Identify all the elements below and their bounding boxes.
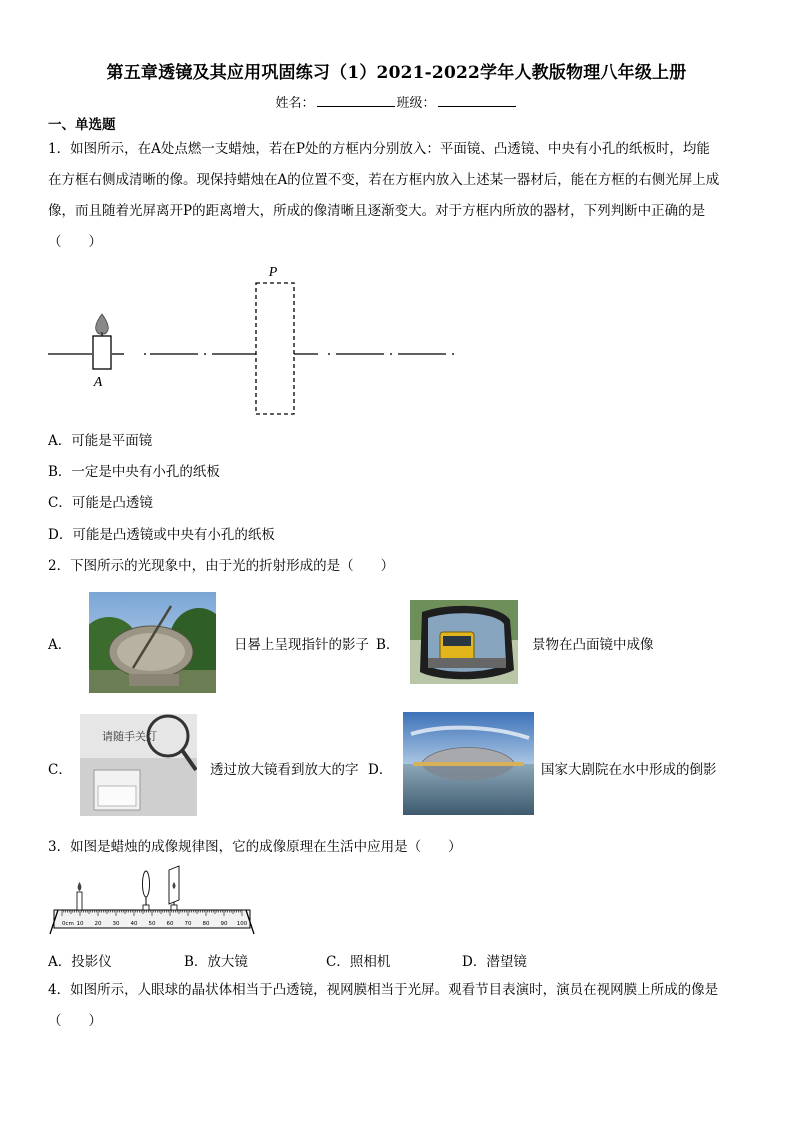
- magnifier-image: [80, 714, 197, 816]
- name-label: 姓名：: [275, 96, 315, 111]
- label-a: A: [93, 375, 103, 390]
- q4-stem: [48, 975, 748, 1037]
- q1-optics-diagram: [44, 258, 464, 420]
- q1-line-2: 在方框右侧成清晰的像。现保持蜡烛在A的位置不变，若在方框内放入上述某一器材后，能在方框的右侧光屏上成: [48, 172, 720, 188]
- q1-option-c[interactable]: C．可能是凸透镜: [48, 495, 153, 511]
- ruler-tick-label: 90: [220, 921, 228, 927]
- q2-option-a-letter[interactable]: A．: [48, 637, 72, 653]
- q2-option-a-text[interactable]: 日晷上呈现指针的影子: [234, 637, 369, 653]
- name-blank[interactable]: [317, 94, 395, 107]
- q3-option-a[interactable]: A．投影仪: [48, 954, 112, 970]
- q1-option-a[interactable]: A．可能是平面镜: [48, 433, 153, 449]
- page-title: 第五章透镜及其应用巩固练习（1）2021-2022学年人教版物理八年级上册: [106, 63, 687, 83]
- q3-stem: 3．如图是蜡烛的成像规律图，它的成像原理在生活中应用是（ ）: [48, 839, 462, 855]
- q3-option-c[interactable]: C．照相机: [326, 954, 391, 970]
- sundial-image: [89, 592, 216, 693]
- q3-option-b[interactable]: B．放大镜: [184, 954, 248, 970]
- student-info: [0, 92, 793, 111]
- q1-option-d[interactable]: D．可能是凸透镜或中央有小孔的纸板: [48, 527, 275, 543]
- q1-line-4: （ ）: [48, 234, 102, 250]
- q2-option-b-letter[interactable]: B．: [376, 637, 400, 653]
- q1-line-3: 像，而且随着光屏离开P的距离增大，所成的像清晰且逐渐变大。对于方框内所放的器材，下列判断中正确的是: [48, 203, 706, 219]
- optical-bench-diagram: [48, 862, 258, 938]
- ruler-tick-label: 80: [202, 921, 210, 927]
- q1-stem: [48, 134, 748, 258]
- class-label: 班级：: [396, 96, 436, 111]
- q1-option-b[interactable]: B．一定是中央有小孔的纸板: [48, 464, 220, 480]
- ruler-tick-label: 70: [184, 921, 192, 927]
- ruler-tick-label: 40: [130, 921, 138, 927]
- ruler-tick-label: 100: [236, 921, 248, 927]
- q1-figure: [44, 258, 464, 420]
- q3-figure: [48, 862, 258, 938]
- q4-line-2: （ ）: [48, 1013, 102, 1029]
- ruler-tick-label: 50: [148, 921, 156, 927]
- q4-line-1: 4．如图所示，人眼球的晶状体相当于凸透镜，视网膜相当于光屏。观看节目表演时，演员在视网膜上所成的像是: [48, 982, 719, 998]
- lens-icon: [143, 871, 150, 910]
- screen-icon: [169, 866, 179, 910]
- ruler-tick-label: 10: [76, 921, 84, 927]
- q2-option-d-text[interactable]: 国家大剧院在水中形成的倒影: [541, 762, 717, 778]
- candle-icon: [93, 314, 111, 369]
- q2-option-d-letter[interactable]: D．: [368, 762, 393, 778]
- class-blank[interactable]: [438, 94, 516, 107]
- ruler-tick-label: 20: [94, 921, 102, 927]
- magnifier-sign-text: 请随手关灯: [102, 730, 157, 743]
- convex-mirror-image: [410, 600, 518, 684]
- ruler-tick-label: 30: [112, 921, 120, 927]
- ruler-tick-label: 0cm: [62, 921, 74, 927]
- q3-option-d[interactable]: D．潜望镜: [462, 954, 527, 970]
- q2-option-c-letter[interactable]: C．: [48, 762, 72, 778]
- ruler-tick-label: 60: [166, 921, 174, 927]
- q2-option-c-text[interactable]: 透过放大镜看到放大的字: [210, 762, 359, 778]
- national-theater-image: [403, 712, 534, 815]
- candle-icon: [77, 882, 82, 910]
- q2-option-b-text[interactable]: 景物在凸面镜中成像: [532, 637, 654, 653]
- q2-stem: 2．下图所示的光现象中，由于光的折射形成的是（ ）: [48, 558, 395, 574]
- q1-line-1: 1．如图所示，在A处点燃一支蜡烛，若在P处的方框内分别放入：平面镜、凸透镜、中央有小孔的纸板时，均能: [48, 141, 710, 157]
- p-box: [256, 283, 294, 414]
- section-heading: 一、单选题: [48, 117, 116, 133]
- label-p: P: [268, 265, 278, 280]
